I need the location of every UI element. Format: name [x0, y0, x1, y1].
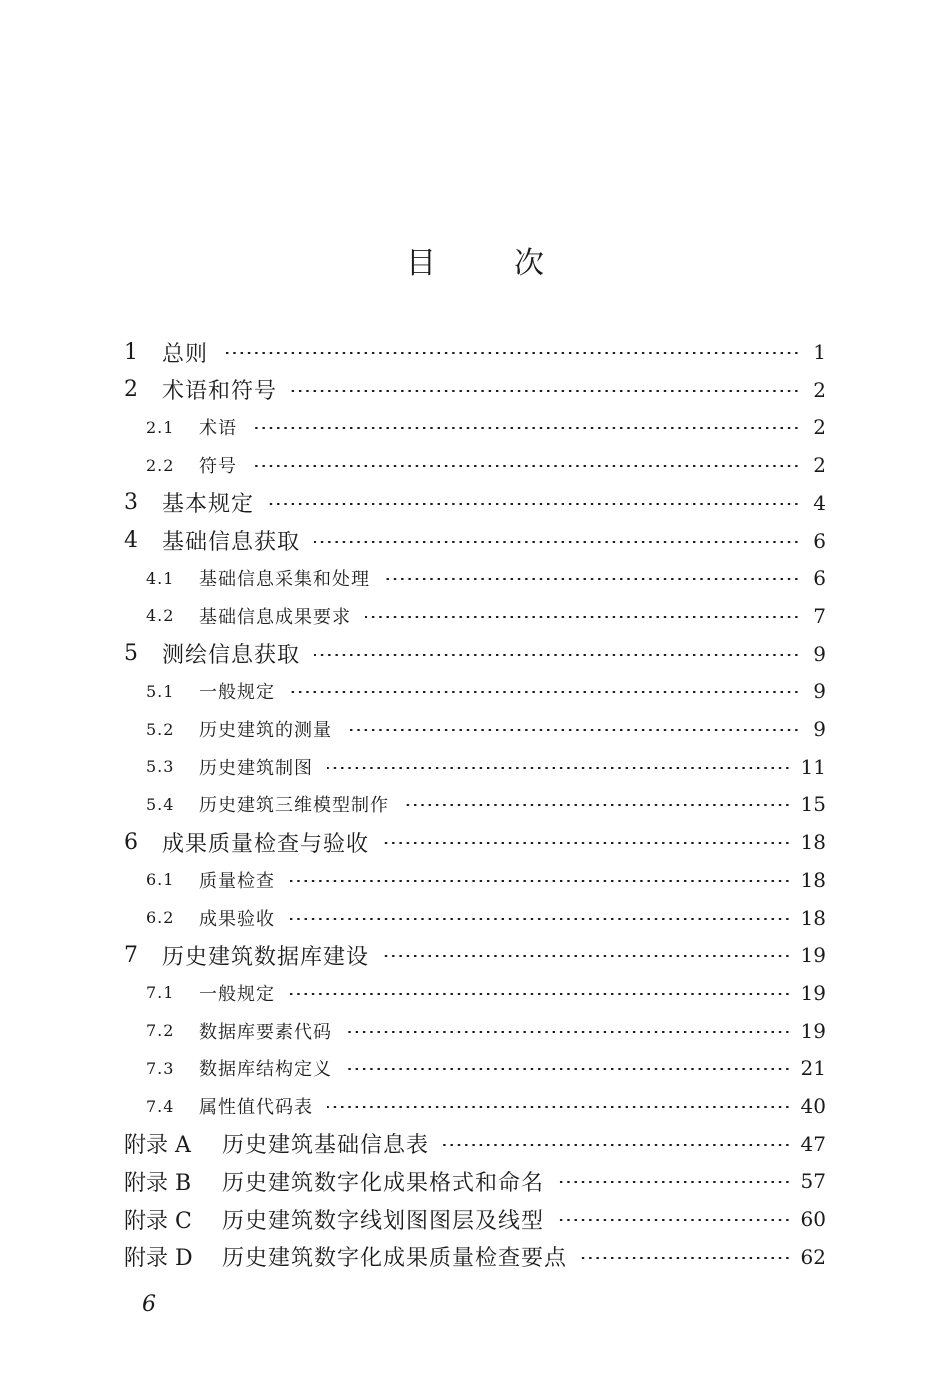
toc-entry-title: 历史建筑数字化成果质量检查要点	[222, 1246, 568, 1272]
toc-entry[interactable]	[0, 1200, 950, 1238]
dot-leader	[251, 465, 800, 467]
toc-entry-title: 质量检查	[199, 870, 275, 892]
toc-entry-number: 7	[124, 942, 138, 968]
toc-title-char-2: 次	[514, 246, 544, 281]
dot-leader	[291, 390, 800, 392]
toc-entry-number: 5.3	[146, 757, 175, 777]
toc-entry-page: 60	[800, 1207, 826, 1232]
toc-entry-title: 基本规定	[162, 492, 255, 518]
toc-entry[interactable]	[0, 710, 950, 748]
toc-entry[interactable]	[0, 333, 950, 371]
dot-leader	[558, 1219, 791, 1221]
toc-entry-number: 附录 B	[124, 1170, 192, 1196]
toc-entry-page: 21	[800, 1056, 826, 1081]
toc-entry-title: 历史建筑制图	[199, 757, 313, 779]
toc-entry-number: 7.1	[146, 983, 175, 1003]
dot-leader	[365, 616, 800, 618]
toc-entry-number: 6.2	[146, 908, 175, 927]
dot-leader	[384, 578, 800, 580]
toc-entry[interactable]	[0, 635, 950, 673]
dot-leader	[327, 1106, 791, 1108]
dot-leader	[251, 427, 800, 429]
toc-entry[interactable]	[0, 1049, 950, 1087]
toc-entry-title: 基础信息成果要求	[199, 606, 351, 628]
toc-entry-page: 6	[813, 528, 826, 553]
dot-leader	[268, 503, 800, 505]
toc-entry-page: 18	[800, 830, 826, 855]
toc-entry-number: 2.1	[146, 417, 175, 437]
dot-leader	[222, 352, 800, 354]
toc-entry-page: 1	[813, 340, 826, 364]
toc-entry-page: 62	[800, 1244, 826, 1269]
toc-entry-page: 57	[800, 1169, 826, 1194]
toc-entry[interactable]	[0, 559, 950, 597]
toc-entry-title: 属性值代码表	[199, 1097, 313, 1118]
toc-entry-title: 数据库结构定义	[199, 1059, 332, 1081]
toc-entry-number: 4	[124, 528, 138, 553]
toc-entry[interactable]	[0, 446, 950, 484]
toc-entry-page: 19	[800, 980, 826, 1005]
toc-title-char-1: 目	[406, 246, 436, 281]
toc-entry-title: 数据库要素代码	[199, 1021, 332, 1043]
toc-entry-page: 9	[813, 641, 826, 666]
toc-entry[interactable]	[0, 484, 950, 522]
toc-entry-number: 5.1	[146, 681, 175, 701]
toc-entry-page: 18	[800, 867, 826, 892]
toc-entry[interactable]	[0, 823, 950, 861]
dot-leader	[558, 1181, 791, 1183]
toc-entry-number: 1	[124, 339, 138, 365]
toc-entry-title: 历史建筑三维模型制作	[199, 795, 389, 817]
toc-entry-page: 40	[800, 1094, 826, 1118]
toc-entry-number: 附录 D	[124, 1246, 193, 1272]
toc-entry[interactable]	[0, 1087, 950, 1125]
toc-entry-page: 2	[813, 415, 826, 440]
toc-entry-title: 一般规定	[199, 983, 275, 1005]
toc-entry-title: 术语	[199, 418, 237, 440]
dot-leader	[346, 729, 800, 731]
dot-leader	[289, 691, 800, 693]
toc-entry-number: 附录 C	[124, 1208, 192, 1234]
toc-entry-page: 7	[813, 603, 826, 628]
toc-title	[0, 238, 950, 282]
toc-entry-number: 2.2	[146, 455, 175, 475]
toc-entry-page: 11	[800, 754, 826, 779]
toc-entry-number: 2	[124, 377, 138, 403]
dot-leader	[346, 1031, 791, 1033]
toc-entry-page: 19	[800, 943, 826, 968]
toc-entry-number: 4.1	[146, 568, 175, 588]
toc-entry[interactable]	[0, 522, 950, 560]
toc-entry-title: 历史建筑基础信息表	[222, 1133, 430, 1159]
toc-entry-title: 术语和符号	[162, 379, 278, 405]
toc-entry[interactable]	[0, 974, 950, 1012]
toc-entry-number: 7.3	[146, 1058, 175, 1078]
toc-entry[interactable]	[0, 1125, 950, 1163]
toc-entry-title: 成果质量检查与验收	[162, 831, 370, 857]
toc-entry[interactable]	[0, 785, 950, 823]
toc-entry-number: 4.2	[146, 606, 175, 626]
toc-entry-title: 总则	[162, 341, 209, 367]
toc-entry-page: 18	[800, 905, 826, 930]
toc-entry[interactable]	[0, 899, 950, 937]
dot-leader	[289, 918, 791, 920]
toc-entry-title: 测绘信息获取	[162, 643, 301, 669]
toc-entry-page: 47	[800, 1131, 826, 1156]
dot-leader	[346, 1068, 791, 1070]
toc-entry-number: 6.1	[146, 870, 175, 890]
dot-leader	[443, 1144, 791, 1146]
toc-entry-page: 2	[813, 377, 826, 402]
dot-leader	[314, 654, 800, 656]
toc-entry[interactable]	[0, 597, 950, 635]
toc-entry[interactable]	[0, 1238, 950, 1276]
dot-leader	[383, 955, 791, 957]
toc-entry[interactable]	[0, 748, 950, 786]
toc-entry-title: 成果验收	[199, 908, 275, 930]
toc-entry[interactable]	[0, 1012, 950, 1050]
toc-entry-number: 3	[124, 490, 138, 516]
toc-entry-page: 6	[813, 566, 826, 591]
toc-entry[interactable]	[0, 672, 950, 710]
page-number: 6	[142, 1292, 156, 1317]
toc-entry-page: 19	[800, 1018, 826, 1043]
toc-entry-page: 9	[813, 679, 826, 704]
toc-entry-page: 2	[813, 453, 826, 478]
toc-entry-number: 5	[124, 641, 138, 667]
toc-entry[interactable]	[0, 936, 950, 974]
toc-entry-number: 附录 A	[124, 1133, 191, 1159]
dot-leader	[314, 541, 800, 543]
toc-entry-page: 15	[800, 792, 826, 817]
toc-entry-title: 基础信息采集和处理	[199, 569, 370, 591]
toc-entry-title: 历史建筑数字线划图图层及线型	[222, 1208, 545, 1234]
dot-leader	[581, 1257, 791, 1259]
toc-entry[interactable]	[0, 408, 950, 446]
toc-entry-number: 7.2	[146, 1021, 175, 1041]
toc-entry-title: 历史建筑数字化成果格式和命名	[222, 1170, 545, 1196]
dot-leader	[383, 842, 791, 844]
toc-entry-title: 历史建筑数据库建设	[162, 944, 370, 970]
dot-leader	[327, 767, 791, 769]
toc-entry-page: 9	[813, 717, 826, 741]
toc-entry-number: 5.2	[146, 719, 175, 739]
toc-entry[interactable]	[0, 1162, 950, 1200]
dot-leader	[289, 880, 791, 882]
toc-entry[interactable]	[0, 861, 950, 899]
toc-entry[interactable]	[0, 371, 950, 409]
toc-entry-title: 符号	[199, 456, 237, 478]
dot-leader	[289, 993, 791, 995]
dot-leader	[403, 804, 791, 806]
toc-entry-number: 7.4	[146, 1096, 175, 1116]
toc-entry-title: 一般规定	[199, 682, 275, 704]
toc-entry-number: 6	[124, 829, 138, 855]
toc-entry-title: 基础信息获取	[162, 530, 301, 555]
toc-entry-number: 5.4	[146, 794, 175, 814]
toc-entry-page: 4	[813, 490, 826, 515]
toc-entry-title: 历史建筑的测量	[199, 720, 332, 741]
